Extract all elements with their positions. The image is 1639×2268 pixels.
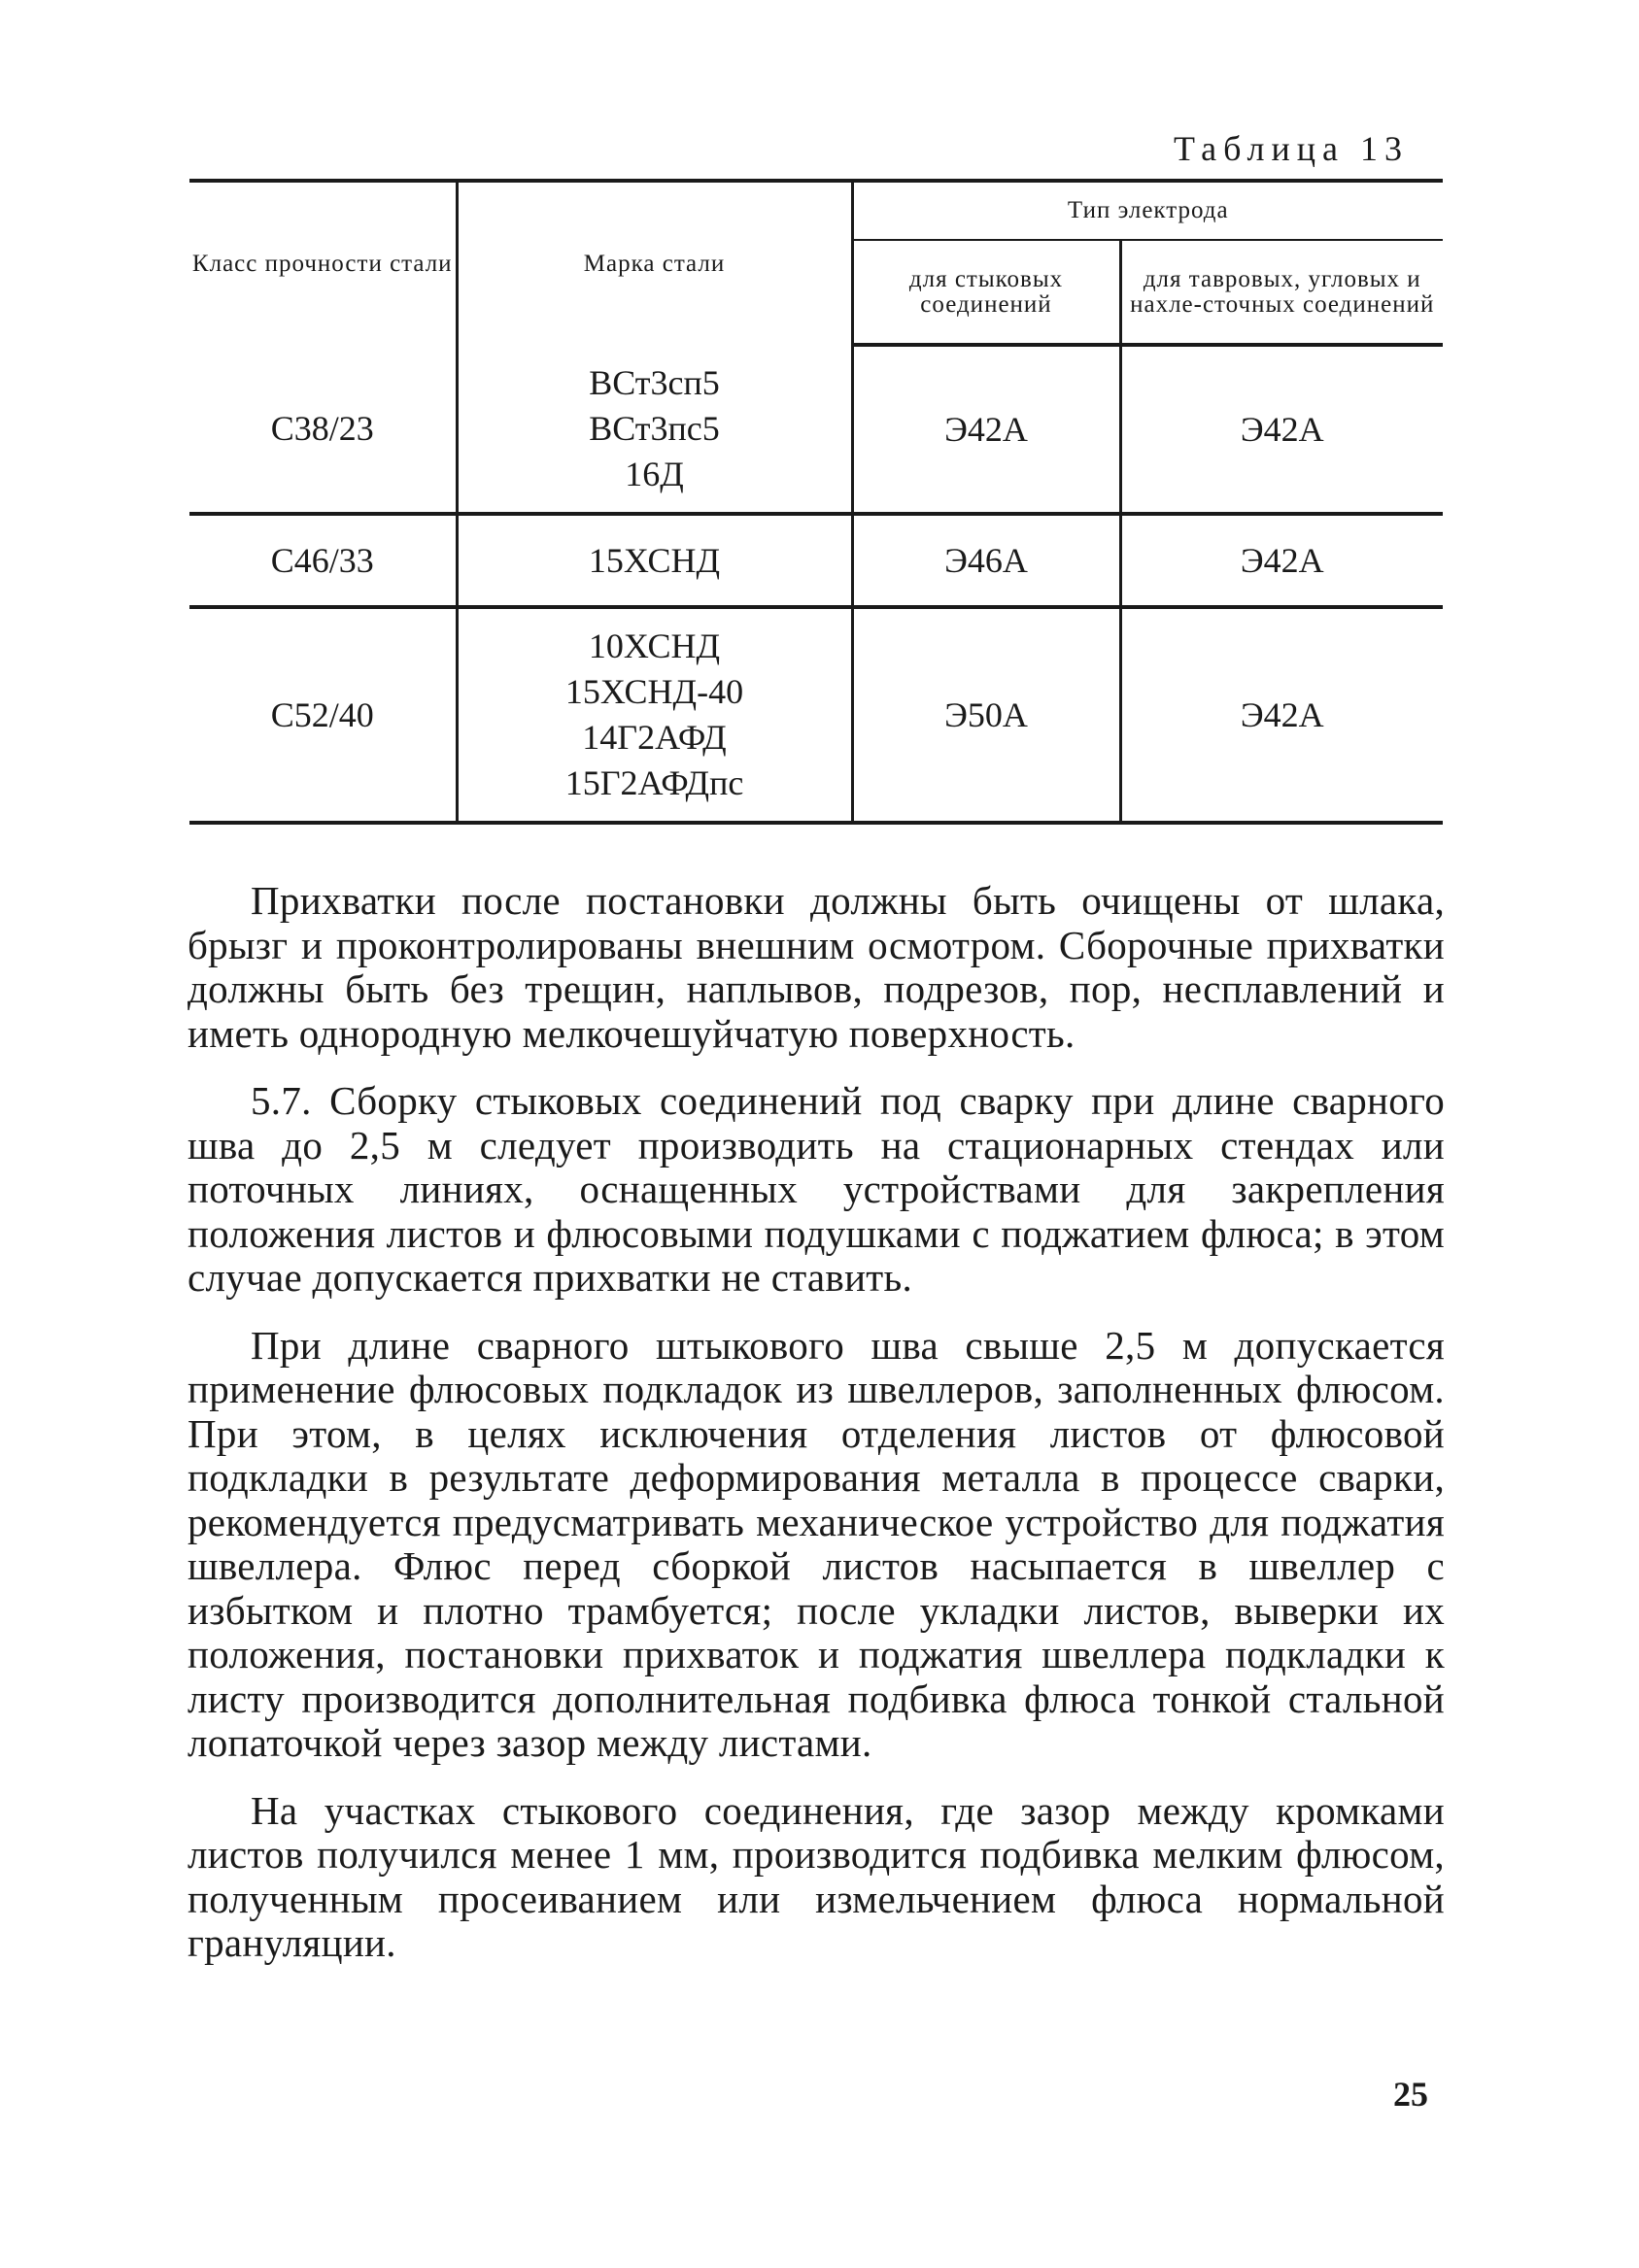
table-row xyxy=(189,345,1443,514)
page-number: 25 xyxy=(1393,2075,1428,2114)
body-text xyxy=(188,879,1445,1989)
steel-grade: 14Г2АФД xyxy=(582,718,727,757)
steel-grade: 10ХСНД xyxy=(588,626,721,665)
paragraph: Прихватки после постановки должны быть очищены от шлака, брызг и проконтролированы внешним осмотром. Сборочные прихватки должны быть без трещин, наплывов, подрезов, пор, несплавлений и иметь однородную мелкочешуйчатую поверхность. xyxy=(188,878,1445,1056)
steel-grade: ВСт3пс5 xyxy=(589,408,720,448)
electrode-table xyxy=(189,179,1443,825)
header-steel-class: Класс прочности стали xyxy=(189,181,457,345)
cell-tee-electrode: Э42А xyxy=(1120,345,1443,514)
cell-steel-class: С46/33 xyxy=(189,514,457,607)
header-electrode-type: Тип электрода xyxy=(852,181,1443,240)
table-row xyxy=(189,514,1443,607)
table-header-row xyxy=(189,181,1443,240)
steel-grade: 15ХСНД xyxy=(588,540,721,580)
cell-steel-class: С52/40 xyxy=(189,607,457,823)
electrode-type-table xyxy=(189,179,1443,825)
steel-grade: 16Д xyxy=(625,454,684,493)
cell-steel-class: С38/23 xyxy=(189,345,457,514)
paragraph: При длине сварного штыкового шва свыше 2,5 м допускается применение флюсовых подкладок из швеллеров, заполненных флюсом. При этом, в целях исключения отделения листов от флюсовой подкладки в результате деформирования металла в процессе сварки, рекомендуется предусматривать механическое устройство для поджатия швеллера. Флюс перед сборкой листов насыпается в швеллер с избытком и плотно трамбуется; после укладки листов, выверки их положения, постановки прихваток и поджатия швеллера подкладки к листу производится дополнительная подбивка флюса тонкой стальной лопаточкой через зазор между листами. xyxy=(188,1322,1445,1765)
steel-grade: ВСт3сп5 xyxy=(589,362,720,402)
header-tee-joints: для тавровых, угловых и нахле-сточных соединений xyxy=(1120,240,1443,345)
cell-steel-grades xyxy=(457,514,852,607)
cell-butt-electrode: Э46А xyxy=(852,514,1120,607)
table-row xyxy=(189,607,1443,823)
cell-butt-electrode: Э42А xyxy=(852,345,1120,514)
table-caption: Таблица 13 xyxy=(1174,129,1409,168)
paragraph: 5.7. Сборку стыковых соединений под сварку при длине сварного шва до 2,5 м следует производить на стационарных стендах или поточных линиях, оснащенных устройствами для закрепления положения листов и флюсовыми подушками с поджатием флюса; в этом случае допускается прихватки не ставить. xyxy=(188,1078,1445,1300)
cell-tee-electrode: Э42А xyxy=(1120,607,1443,823)
cell-steel-grades xyxy=(457,345,852,514)
header-butt-joints: для стыковых соединений xyxy=(852,240,1120,345)
cell-steel-grades xyxy=(457,607,852,823)
cell-tee-electrode: Э42А xyxy=(1120,514,1443,607)
steel-grade: 15ХСНД-40 xyxy=(564,672,744,711)
steel-grade: 15Г2АФДпс xyxy=(564,763,744,802)
paragraph: На участках стыкового соединения, где зазор между кромками листов получился менее 1 мм, производится подбивка мелким флюсом, полученным просеиванием или измельчением флюса нормальной грануляции. xyxy=(188,1787,1445,1965)
cell-butt-electrode: Э50А xyxy=(852,607,1120,823)
header-steel-grade: Марка стали xyxy=(457,181,852,345)
